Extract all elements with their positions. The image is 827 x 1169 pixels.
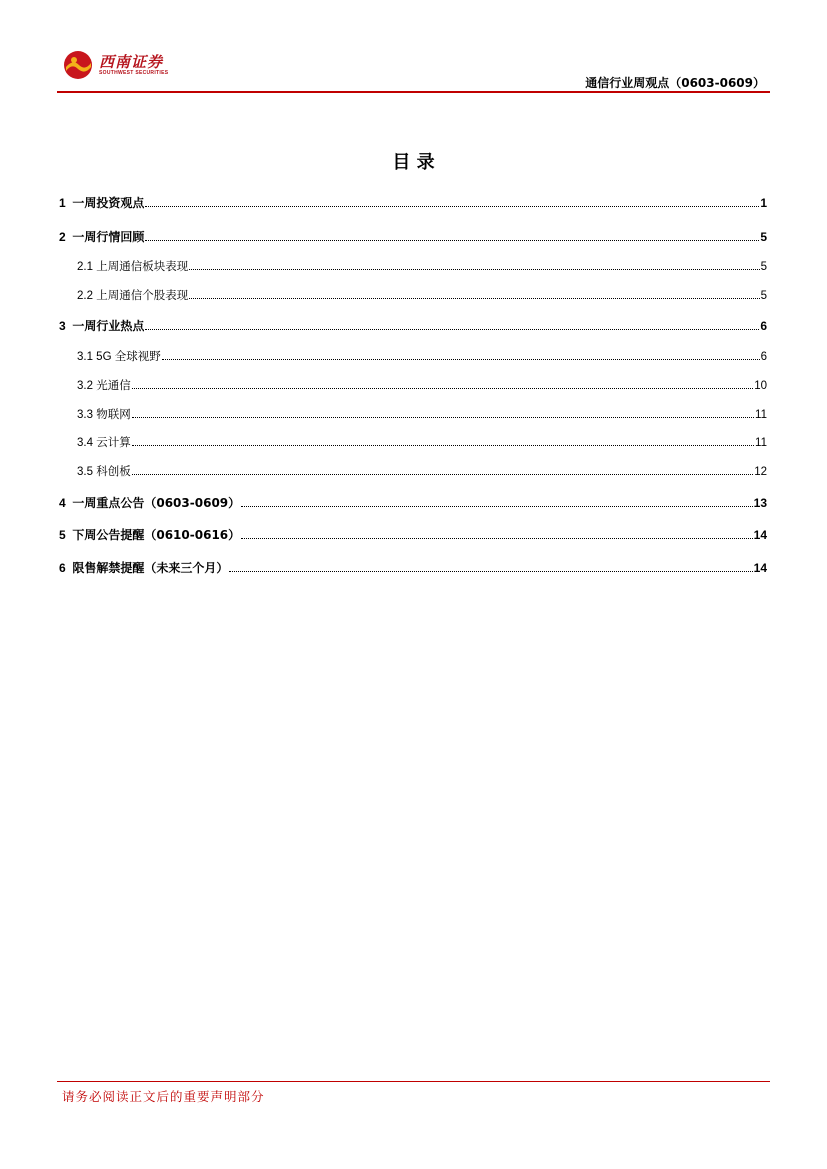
toc-entry-page: 14 [753,561,767,575]
toc-leader-dots [229,570,752,572]
report-header-title: 通信行业周观点（0603-0609） [585,76,765,90]
footer-divider [57,1081,770,1082]
toc-entry-number: 3.1 5G [77,351,112,363]
toc-entry-page: 6 [760,351,767,363]
toc-leader-dots [132,473,754,475]
toc-leader-dots [132,416,754,418]
toc-entry-number: 2.2 [77,290,93,302]
toc-leader-dots [145,205,759,207]
toc-entry[interactable] [59,526,767,542]
toc-entry-label: 一周投资观点 [72,196,145,210]
toc-entry-page: 5 [760,261,767,273]
toc-entry-label: 云计算 [96,435,131,449]
toc-entry[interactable] [77,463,767,479]
brand-name-cn: 西南证券 [99,52,164,71]
toc-entry-label: 上周通信板块表现 [96,259,189,273]
toc-leader-dots [241,537,753,539]
toc-entry-page: 5 [760,290,767,302]
toc-title: 目 录 [392,152,435,173]
toc-entry[interactable] [59,317,767,333]
toc-leader-dots [145,239,759,241]
toc-entry-label: 光通信 [96,378,131,392]
toc-entry[interactable] [77,348,767,364]
toc-entry-label: 一周行业热点 [72,319,145,333]
toc-entry-page: 6 [760,319,767,333]
toc-entry-label: 下周公告提醒（0610-0616） [72,528,241,542]
toc-entry[interactable] [59,494,767,510]
header-divider [57,91,770,93]
toc-entry-number: 2 [59,230,66,244]
footer-disclaimer: 请务必阅读正文后的重要声明部分 [62,1089,265,1104]
toc-entry-page: 1 [760,196,767,210]
toc-leader-dots [241,505,753,507]
toc-entry-page: 13 [753,496,767,510]
toc-leader-dots [189,268,759,270]
toc-leader-dots [132,387,754,389]
toc-entry-number: 3.5 [77,466,93,478]
toc-entry[interactable] [77,377,767,393]
toc-entry[interactable] [77,434,767,450]
toc-entry-number: 3.2 [77,380,93,392]
toc-entry-page: 5 [760,230,767,244]
toc-entry-label: 一周重点公告（0603-0609） [72,496,241,510]
toc-entry-number: 2.1 [77,261,93,273]
toc-entry-page: 11 [755,409,767,421]
toc-entry-label: 一周行情回顾 [72,230,145,244]
toc-entry-page: 12 [754,466,767,478]
toc-entry[interactable] [59,559,767,575]
toc-entry-number: 3.4 [77,437,93,449]
toc-entry[interactable] [59,194,767,210]
toc-entry-page: 10 [754,380,767,392]
toc-entry-label: 科创板 [96,464,131,478]
toc-entry-number: 6 [59,561,66,575]
toc-entry-page: 14 [753,528,767,542]
toc-entry-number: 4 [59,496,66,510]
toc-leader-dots [145,328,759,330]
toc-entry-label: 全球视野 [114,349,161,363]
toc-entry-label: 限售解禁提醒（未来三个月） [72,561,229,575]
toc-leader-dots [132,444,754,446]
toc-entry-number: 1 [59,196,66,210]
toc-entry-page: 11 [755,437,767,449]
brand-name-en: SOUTHWEST SECURITIES [99,69,169,76]
toc-entry[interactable] [77,258,767,274]
brand-logo [63,50,168,80]
toc-entry-label: 物联网 [96,407,131,421]
toc-entry-number: 3 [59,319,66,333]
toc-leader-dots [189,297,759,299]
toc-entry[interactable] [59,228,767,244]
southwest-securities-logo-icon [63,50,93,80]
toc-entry[interactable] [77,406,767,422]
toc-entry-number: 5 [59,528,66,542]
toc-entry-label: 上周通信个股表现 [96,288,189,302]
toc-leader-dots [162,358,760,360]
toc-entry-number: 3.3 [77,409,93,421]
toc-entry[interactable] [77,287,767,303]
